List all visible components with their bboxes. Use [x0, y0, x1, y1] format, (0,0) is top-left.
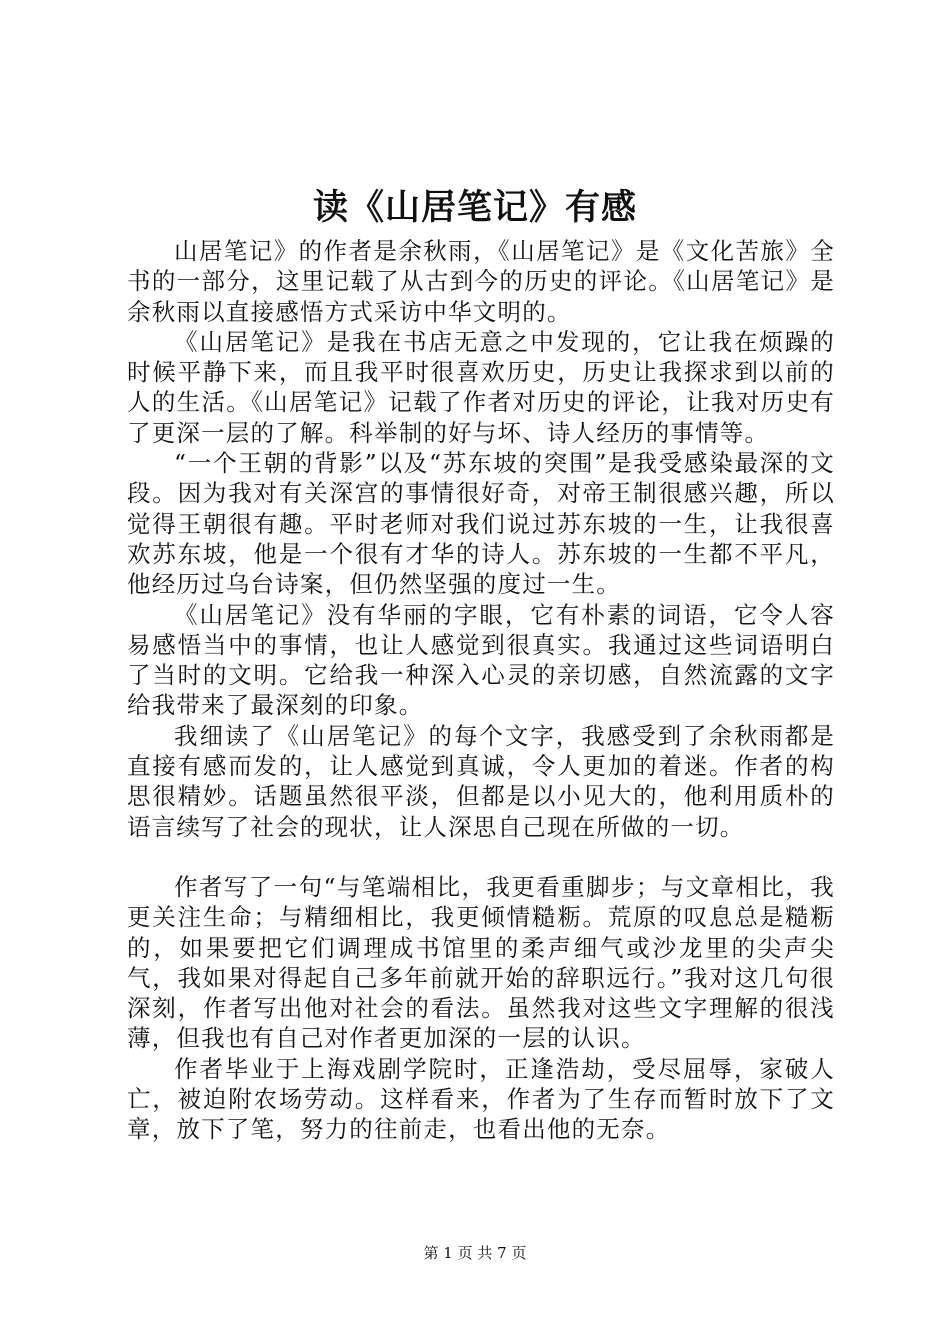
paragraph-4: 《山居笔记》没有华丽的字眼，它有朴素的词语，它令人容易感悟当中的事情，也让人感觉到很真实。我通过这些词语明白了当时的文明。它给我一种深入心灵的亲切感，自然流露的文字给我带来了最深刻的印象。	[127, 600, 835, 720]
paragraph-1: 山居笔记》的作者是余秋雨，《山居笔记》是《文化苦旅》全书的一部分，这里记载了从古到今的历史的评论。《山居笔记》是余秋雨以直接感悟方式采访中华文明的。	[127, 237, 835, 326]
paragraph-7: 作者毕业于上海戏剧学院时，正逢浩劫，受尽屈辱，家破人亡，被迫附农场劳动。这样看来，作者为了生存而暂时放下了文章，放下了笔，努力的往前走，也看出他的无奈。	[127, 1054, 835, 1144]
paragraph-3: “一个王朝的背影”以及“苏东坡的突围”是我受感染最深的文段。因为我对有关深宫的事情很好奇，对帝王制很感兴趣，所以觉得王朝很有趣。平时老师对我们说过苏东坡的一生，让我很喜欢苏东坡，他是一个很有才华的诗人。苏东坡的一生都不平凡，他经历过乌台诗案，但仍然坚强的度过一生。	[127, 449, 835, 599]
paragraph-5: 我细读了《山居笔记》的每个文字，我感受到了余秋雨都是直接有感而发的，让人感觉到真诚，令人更加的着迷。作者的构思很精妙。话题虽然很平淡，但都是以小见大的，他利用质朴的语言续写了社会的现状，让人深思自己现在所做的一切。	[127, 721, 835, 841]
document-body	[127, 236, 835, 1145]
paragraph-spacer	[127, 842, 835, 872]
paragraph-2: 《山居笔记》是我在书店无意之中发现的，它让我在烦躁的时候平静下来，而且我平时很喜欢历史，历史让我探求到以前的人的生活。《山居笔记》记载了作者对历史的评论，让我对历史有了更深一层的了解。科举制的好与坏、诗人经历的事情等。	[127, 327, 835, 447]
paragraph-6: 作者写了一句“与笔端相比，我更看重脚步；与文章相比，我更关注生命；与精细相比，我更倾情糙粝。荒原的叹息总是糙粝的，如果要把它们调理成书馆里的柔声细气或沙龙里的尖声尖气，我如果对得起自己多年前就开始的辞职远行。”我对这几句很深刻，作者写出他对社会的看法。虽然我对这些文字理解的很浅薄，但我也有自己对作者更加深的一层的认识。	[127, 872, 835, 1053]
document-title: 读《山居笔记》有感	[312, 187, 637, 228]
page-number-footer: 第 1 页 共 7 页	[423, 1244, 527, 1262]
